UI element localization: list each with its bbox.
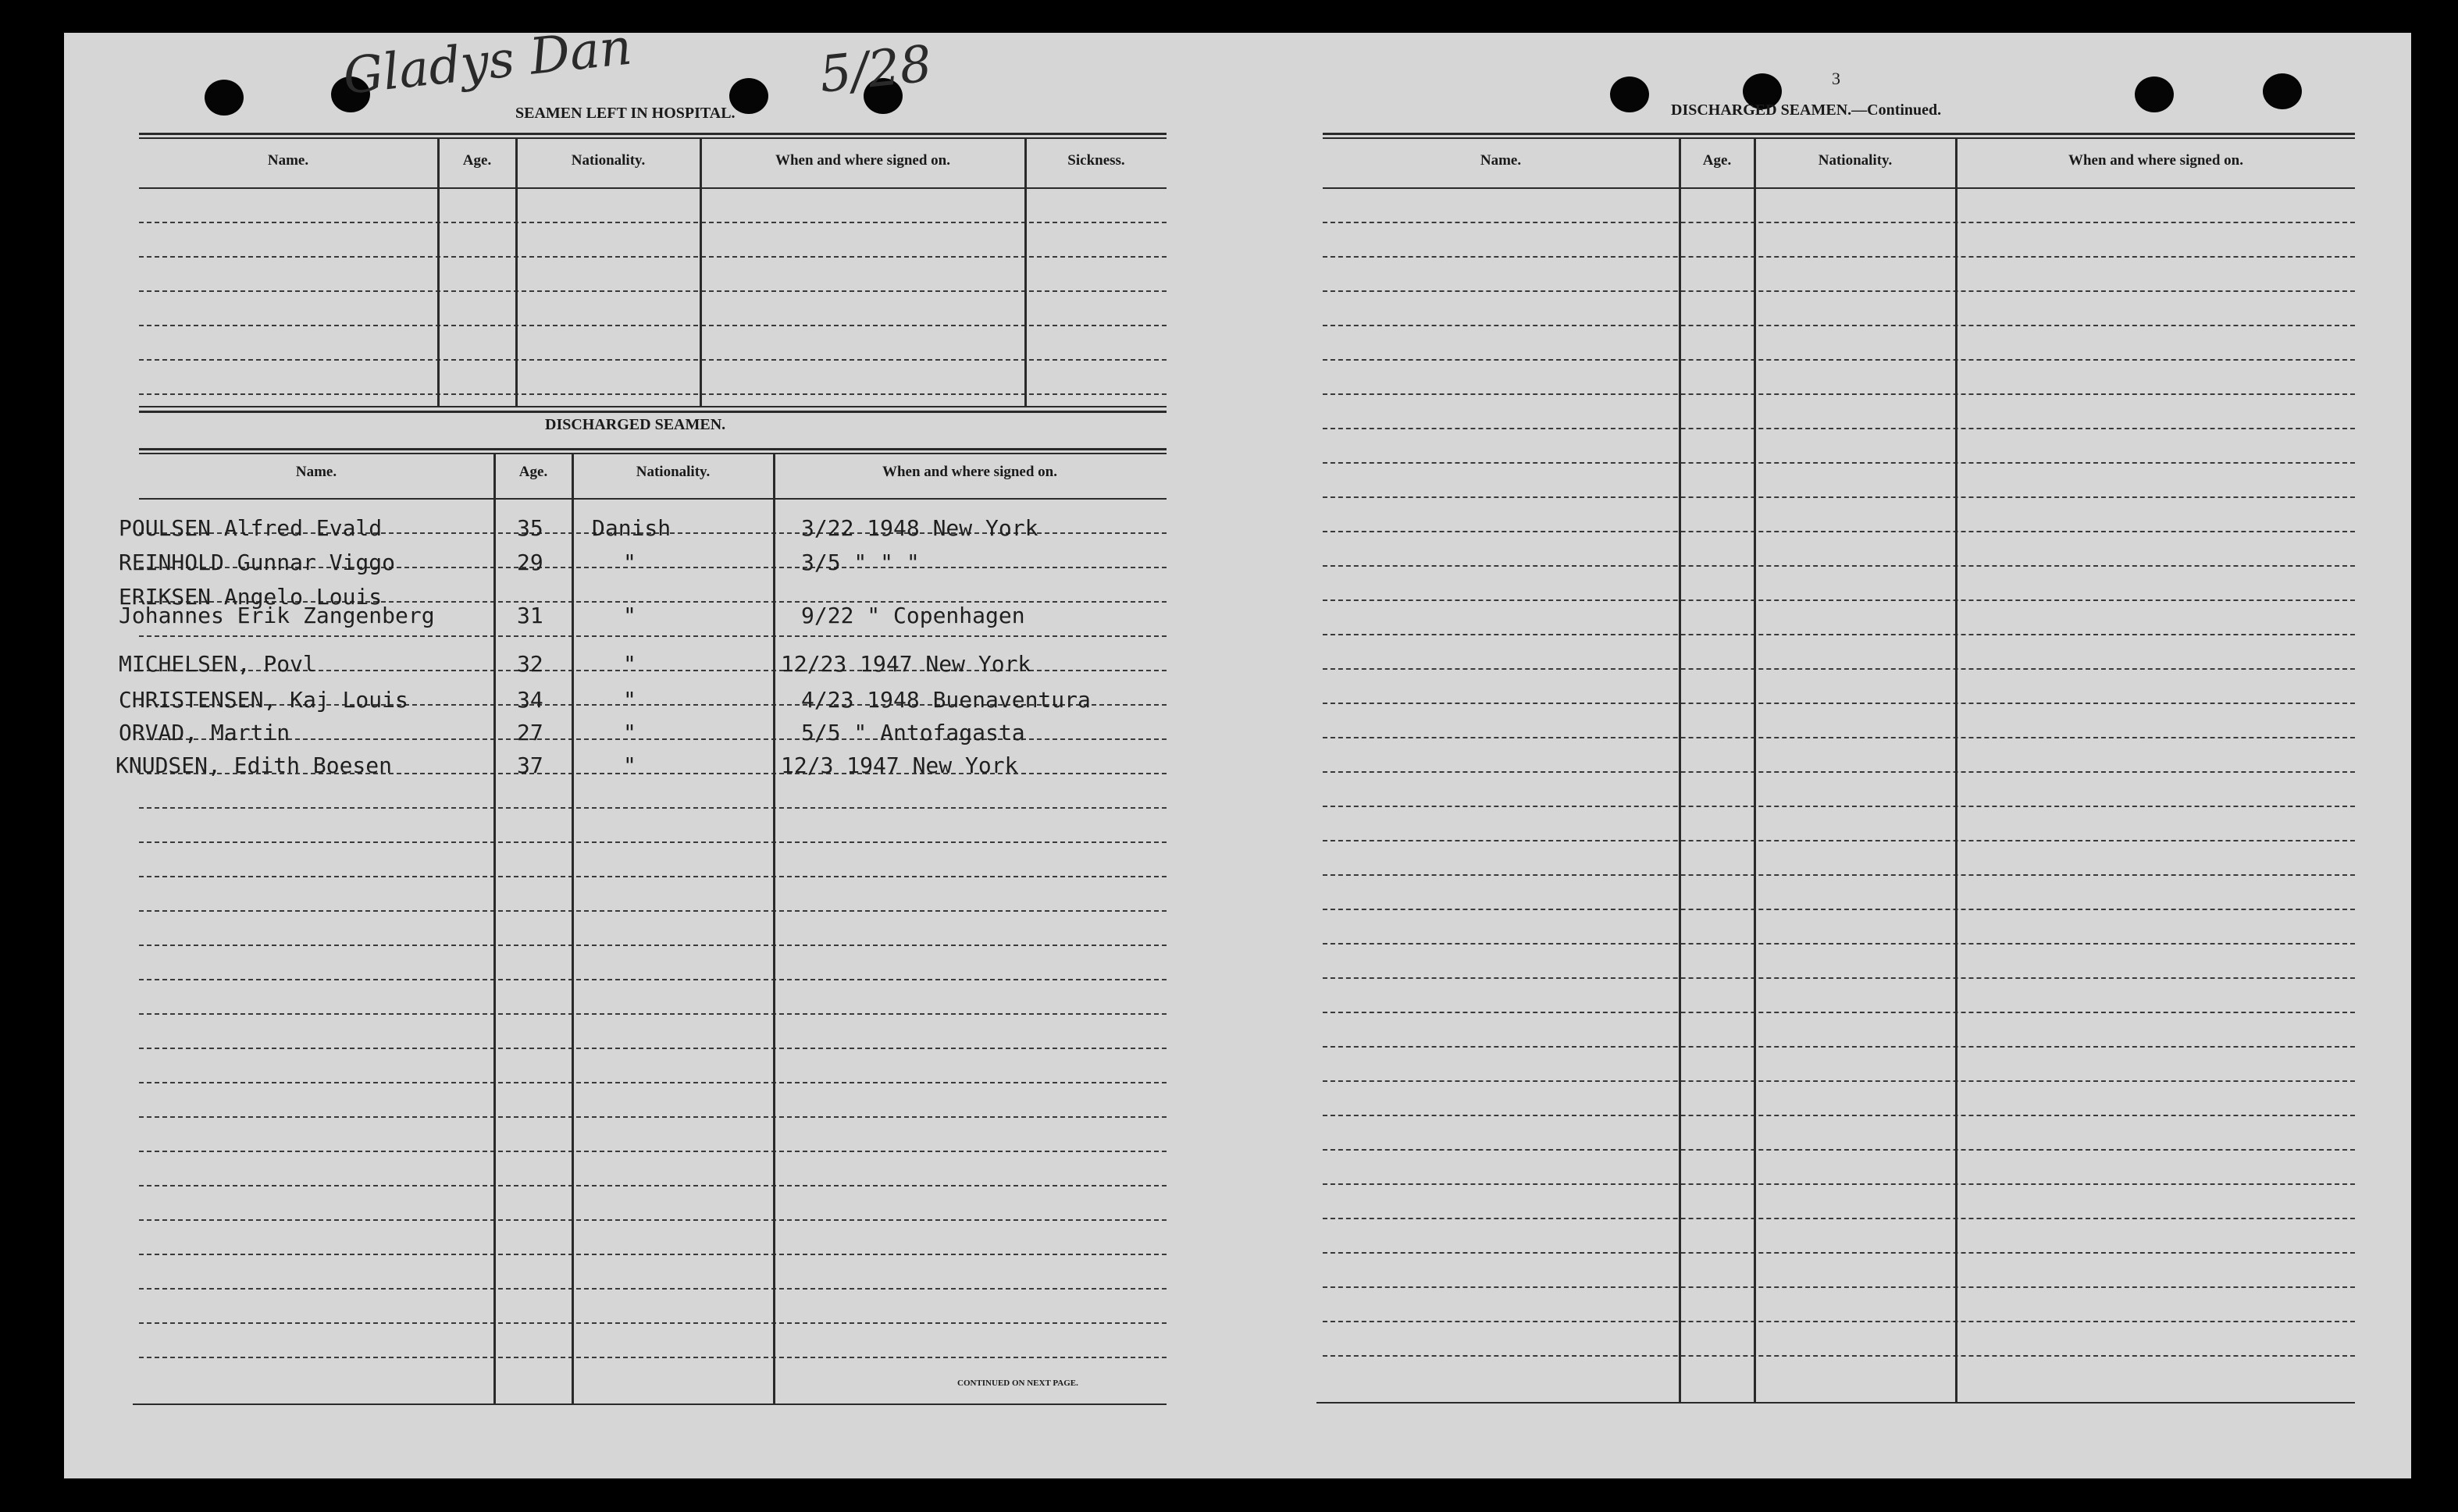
ruled-line <box>139 876 1167 877</box>
column-rule <box>1955 139 1957 1402</box>
ruled-line <box>1323 909 2355 910</box>
ruled-line <box>1323 393 2355 395</box>
rule <box>139 411 1167 413</box>
ruled-line <box>1323 1080 2355 1082</box>
hospital-section-title: SEAMEN LEFT IN HOSPITAL. <box>515 105 736 122</box>
ruled-line <box>1323 634 2355 635</box>
column-rule <box>700 139 702 406</box>
ruled-line <box>139 1151 1167 1152</box>
right-section-title: DISCHARGED SEAMEN.—Continued. <box>1671 101 1942 119</box>
seaman-nationality: Danish <box>592 515 671 541</box>
seaman-signed-on: 5/5 " Antofagasta <box>801 720 1025 745</box>
ruled-line <box>1323 668 2355 670</box>
ruled-line <box>1323 359 2355 361</box>
rule <box>139 137 1167 139</box>
rule <box>133 1403 1167 1405</box>
ruled-line <box>139 1185 1167 1186</box>
ruled-line <box>1323 462 2355 464</box>
ruled-line <box>1323 1355 2355 1357</box>
seaman-age: 27 <box>517 720 543 745</box>
rule <box>139 406 1167 407</box>
ruled-line <box>139 393 1167 395</box>
rule <box>139 448 1167 450</box>
right-header-age: Age. <box>1702 152 1732 169</box>
rule <box>1323 133 2355 135</box>
column-rule <box>1679 139 1681 1402</box>
handwritten-date: 5/28 <box>817 35 935 105</box>
discharged-section-title: DISCHARGED SEAMEN. <box>545 416 726 433</box>
ruled-line <box>1323 840 2355 841</box>
ruled-line <box>139 1048 1167 1049</box>
column-rule <box>773 454 775 1403</box>
ruled-line <box>139 635 1167 637</box>
ruled-line <box>139 841 1167 843</box>
punch-hole <box>205 80 244 116</box>
ruled-line <box>1323 1149 2355 1151</box>
seaman-name: ORVAD, Martin <box>119 720 290 745</box>
seaman-signed-on: 3/22 1948 New York <box>801 515 1038 541</box>
ruled-line <box>1323 1115 2355 1116</box>
rule <box>1323 137 2355 139</box>
discharged-header-age: Age. <box>518 464 548 480</box>
ruled-line <box>1323 737 2355 738</box>
rule <box>1316 1402 2355 1403</box>
column-rule <box>493 454 496 1403</box>
column-rule <box>515 139 518 406</box>
ruled-line <box>1323 565 2355 567</box>
seaman-age: 37 <box>517 752 543 778</box>
ruled-line <box>139 979 1167 980</box>
continued-footer: CONTINUED ON NEXT PAGE. <box>957 1379 1078 1388</box>
seaman-age: 32 <box>517 651 543 677</box>
ruled-line <box>1323 703 2355 704</box>
right-header-nationality: Nationality. <box>1818 152 1893 169</box>
hospital-header-signed-on: When and where signed on. <box>775 152 950 169</box>
ruled-line <box>139 945 1167 946</box>
seaman-nationality: " <box>623 752 636 778</box>
ruled-line <box>139 359 1167 361</box>
ruled-line <box>1323 1046 2355 1048</box>
seaman-signed-on: 9/22 " Copenhagen <box>801 603 1025 628</box>
ruled-line <box>1323 1321 2355 1322</box>
ruled-line <box>1323 1252 2355 1254</box>
ruled-line <box>1323 531 2355 532</box>
hospital-header-sickness: Sickness. <box>1067 152 1125 169</box>
ruled-line <box>1323 599 2355 601</box>
ruled-line <box>1323 1012 2355 1013</box>
ruled-line <box>139 1082 1167 1083</box>
ruled-line <box>139 1219 1167 1221</box>
ruled-line <box>139 807 1167 809</box>
column-rule <box>1024 139 1027 406</box>
discharged-header-nationality: Nationality. <box>636 464 711 480</box>
seaman-age: 29 <box>517 550 543 575</box>
seaman-name: KNUDSEN, Edith Boesen <box>116 752 393 778</box>
ruled-line <box>1323 1286 2355 1288</box>
ledger-page <box>64 18 2411 1478</box>
ruled-line <box>139 1013 1167 1015</box>
discharged-header-signed-on: When and where signed on. <box>882 464 1057 480</box>
rule <box>139 187 1167 189</box>
seaman-name: ERIKSEN Angelo Louis <box>119 584 383 610</box>
ruled-line <box>139 1288 1167 1290</box>
column-rule <box>437 139 440 406</box>
ruled-line <box>1323 290 2355 292</box>
seaman-signed-on: 12/23 1947 New York <box>781 651 1031 677</box>
punch-hole <box>2263 73 2302 109</box>
seaman-name: REINHOLD Gunnar Viggo <box>119 550 396 575</box>
ruled-line <box>1323 222 2355 223</box>
hospital-header-nationality: Nationality. <box>571 152 646 169</box>
page-number: 3 <box>1832 69 1840 88</box>
column-rule <box>1754 139 1756 1402</box>
ruled-line <box>1323 771 2355 773</box>
column-rule <box>572 454 574 1403</box>
rule <box>139 498 1167 500</box>
seaman-nationality: " <box>623 687 636 713</box>
rule <box>139 133 1167 135</box>
ruled-line <box>1323 256 2355 258</box>
seaman-signed-on: 4/23 1948 Buenaventura <box>801 687 1091 713</box>
rule <box>1323 187 2355 189</box>
seaman-age: 35 <box>517 515 543 541</box>
ruled-line <box>139 1254 1167 1255</box>
ruled-line <box>139 1116 1167 1118</box>
ruled-line <box>139 222 1167 223</box>
seaman-signed-on: 3/5 " " " <box>801 550 920 575</box>
seaman-name: CHRISTENSEN, Kaj Louis <box>119 687 408 713</box>
ruled-line <box>1323 806 2355 807</box>
punch-hole <box>2135 76 2174 112</box>
punch-hole <box>1610 76 1649 112</box>
rule <box>139 453 1167 454</box>
ruled-line <box>1323 428 2355 429</box>
ruled-line <box>1323 977 2355 979</box>
ruled-line <box>1323 943 2355 945</box>
seaman-signed-on: 12/3 1947 New York <box>781 752 1018 778</box>
hospital-header-name: Name. <box>267 152 309 169</box>
seaman-nationality: " <box>623 603 636 628</box>
seaman-age: 34 <box>517 687 543 713</box>
right-header-signed-on: When and where signed on. <box>2068 152 2243 169</box>
discharged-header-name: Name. <box>295 464 337 480</box>
ruled-line <box>139 1357 1167 1358</box>
ruled-line <box>139 256 1167 258</box>
hospital-header-age: Age. <box>462 152 492 169</box>
ruled-line <box>1323 496 2355 498</box>
handwritten-vessel-name: Gladys Dan <box>340 18 635 106</box>
ruled-line <box>139 290 1167 292</box>
ruled-line <box>1323 325 2355 326</box>
seaman-nationality: " <box>623 651 636 677</box>
seaman-nationality: " <box>623 550 636 575</box>
right-header-name: Name. <box>1480 152 1522 169</box>
ruled-line <box>139 1322 1167 1324</box>
seaman-age: 31 <box>517 603 543 628</box>
ruled-line <box>1323 1218 2355 1219</box>
seaman-nationality: " <box>623 720 636 745</box>
seaman-name-correction: Johannes Erik Zangenberg <box>119 603 435 628</box>
ruled-line <box>1323 874 2355 876</box>
ruled-line <box>139 325 1167 326</box>
seaman-name: POULSEN Alfred Evald <box>119 515 383 541</box>
ruled-line <box>1323 1183 2355 1185</box>
ruled-line <box>139 910 1167 912</box>
seaman-name: MICHELSEN, Povl <box>119 651 316 677</box>
